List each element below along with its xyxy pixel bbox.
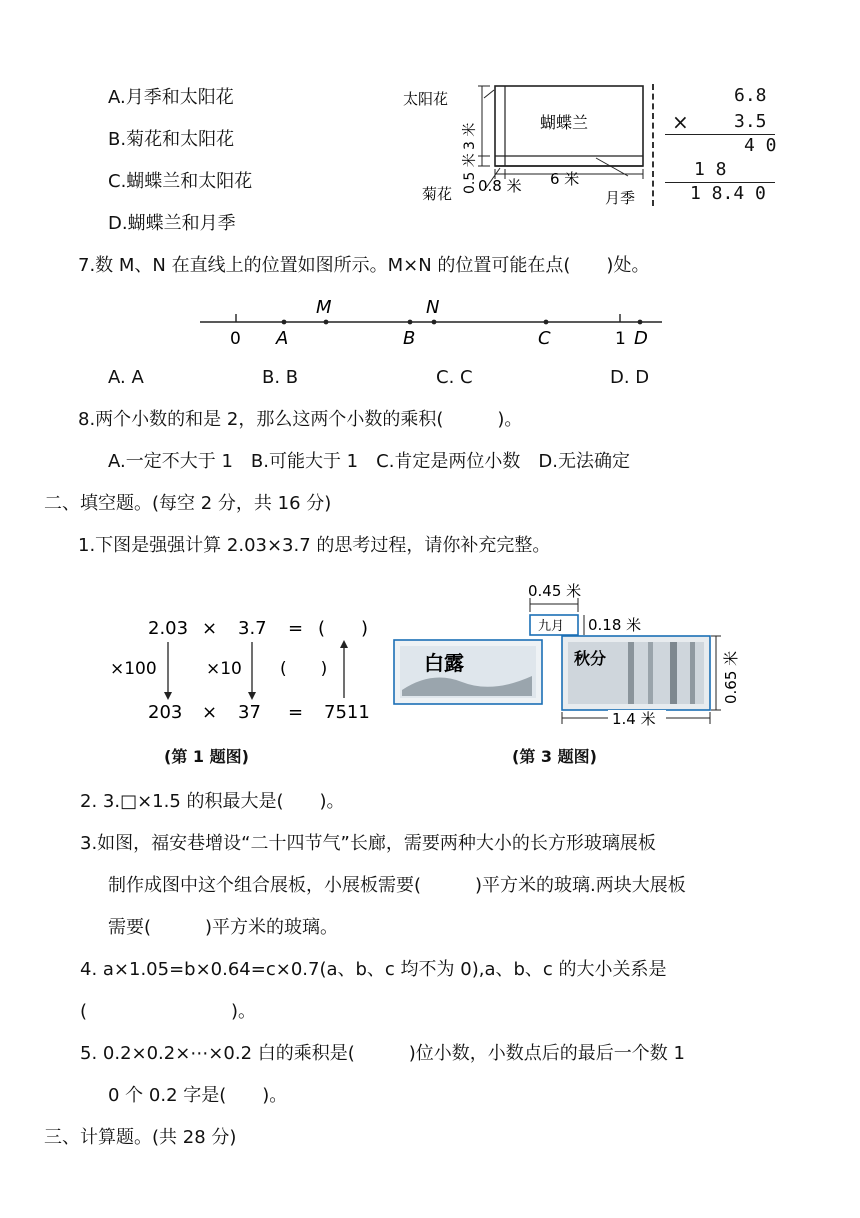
fig1-eq-bottom: = — [288, 702, 304, 723]
calc-line2: 3.5 — [734, 111, 767, 132]
calc-line4: 1 8 — [694, 159, 727, 180]
fig3-caption: (第 3 题图) — [512, 747, 597, 766]
s2-q5-line2: 0 个 0.2 字是( )。 — [108, 1085, 288, 1106]
q7-option-d: D. D — [610, 367, 650, 388]
fig1-b: 3.7 — [238, 618, 267, 639]
label-05m: 0.5 米 — [462, 153, 478, 194]
fig1-thinking-process — [110, 608, 390, 724]
fig3-h-big: 0.65 米 — [722, 650, 740, 704]
label-sunflower: 太阳花 — [403, 90, 449, 108]
point-c: C — [538, 328, 551, 349]
s2-q2: 2. 3.□×1.5 的积最大是( )。 — [80, 791, 345, 812]
q7-option-a: A. A — [108, 367, 144, 388]
s2-q4-line1: 4. a×1.05=b×0.64=c×0.7(a、b、c 均不为 0),a、b、c 的大小关系是 — [80, 959, 667, 980]
label-6m: 6 米 — [550, 170, 580, 188]
s2-q5-line1: 5. 0.2×0.2×⋯×0.2 白的乘积是( )位小数，小数点后的最后一个数 1 — [80, 1043, 685, 1064]
fig1-times-top: × — [202, 618, 218, 639]
fig1-blank-top: ( ) — [318, 618, 369, 639]
s2-q4-line2: ( )。 — [80, 1001, 257, 1022]
q8-options: A.一定不大于 1 B.可能大于 1 C.肯定是两位小数 D.无法确定 — [108, 451, 631, 472]
q6-option-c: C.蝴蝶兰和太阳花 — [108, 171, 253, 192]
calc-line1: 6.8 — [734, 85, 767, 106]
label-rose: 月季 — [605, 189, 636, 207]
calc-times: × — [672, 110, 689, 134]
calc-line3: 4 0 — [744, 135, 777, 156]
fig3-w-big: 1.4 米 — [612, 710, 656, 728]
point-b: B — [403, 328, 416, 349]
section2-heading: 二、填空题。(每空 2 分，共 16 分) — [44, 493, 332, 514]
point-n: N — [426, 297, 440, 318]
q8-stem: 8.两个小数的和是 2，那么这两个小数的乘积( )。 — [78, 409, 523, 430]
fig1-caption: (第 1 题图) — [164, 747, 249, 766]
fig1-result: 7511 — [324, 702, 370, 723]
fig3-panel1-title: 白露 — [424, 651, 464, 675]
number-line — [196, 294, 666, 354]
section3-heading: 三、计算题。(共 28 分) — [44, 1127, 237, 1148]
point-d: D — [634, 328, 648, 349]
s2-q3-line2: 制作成图中这个组合展板，小展板需要( )平方米的玻璃.两块大展板 — [108, 875, 686, 896]
tick-one: 1 — [615, 329, 626, 349]
label-chrysanthemum: 菊花 — [422, 185, 453, 203]
fig1-times-bottom: × — [202, 702, 218, 723]
label-08m: 0.8 米 — [478, 177, 522, 195]
fig1-d: 37 — [238, 702, 261, 723]
q6-option-b: B.菊花和太阳花 — [108, 129, 235, 150]
fig1-c: 203 — [148, 702, 183, 723]
calc-line5: 1 8.4 0 — [690, 183, 766, 204]
q7-option-b: B. B — [262, 367, 299, 388]
dashed-divider — [652, 84, 654, 206]
label-orchid: 蝴蝶兰 — [540, 113, 589, 132]
s2-q1: 1.下图是强强计算 2.03×3.7 的思考过程，请你补充完整。 — [78, 535, 551, 556]
fig1-a: 2.03 — [148, 618, 189, 639]
fig1-x10: ×10 — [206, 659, 242, 679]
q6-option-d: D.蝴蝶兰和月季 — [108, 213, 236, 234]
q7-option-c: C. C — [436, 367, 473, 388]
s2-q3-line3: 需要( )平方米的玻璃。 — [108, 917, 339, 938]
fig3-h-small: 0.18 米 — [588, 616, 642, 634]
fig3-w-small: 0.45 米 — [528, 582, 582, 600]
s2-q3-line1: 3.如图，福安巷增设“二十四节气”长廊，需要两种大小的长方形玻璃展板 — [80, 833, 656, 854]
label-3m: 3 米 — [462, 122, 478, 150]
fig1-blank-mid: ( ) — [280, 659, 328, 679]
fig1-eq-top: = — [288, 618, 304, 639]
point-a: A — [276, 328, 289, 349]
fig3-month: 九月 — [538, 619, 565, 634]
fig3-panel2-title: 秋分 — [574, 649, 607, 668]
fig1-x100: ×100 — [110, 659, 157, 679]
point-m: M — [316, 297, 332, 318]
q6-option-a: A.月季和太阳花 — [108, 87, 234, 108]
garden-figure — [400, 78, 650, 208]
fig3-display-board — [392, 578, 752, 730]
tick-zero: 0 — [230, 329, 241, 349]
q7-stem: 7.数 M、N 在直线上的位置如图所示。M×N 的位置可能在点( )处。 — [78, 255, 650, 276]
